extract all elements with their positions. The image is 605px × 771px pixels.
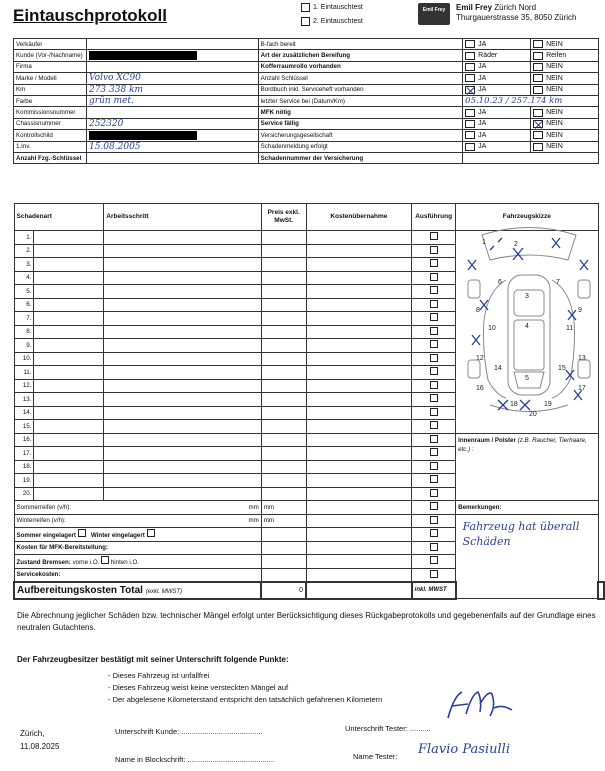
checkbox[interactable] [465,131,475,139]
col-preis: Preis exkl. MwSt. [261,204,306,231]
ausfuehrung-checkbox[interactable] [430,556,438,564]
eintauschtest-1-checkbox[interactable] [301,3,310,12]
redacted-block [89,51,197,60]
confirm-point: - Dieses Fahrzeug ist unfallfrei [108,671,210,680]
field-label: MFK nötig [260,109,291,117]
vorne-checkbox[interactable] [101,556,109,564]
arbeitsschritt-cell[interactable] [104,285,262,299]
field-label: Kommissionsnummer [16,109,76,117]
checkbox[interactable] [465,63,475,71]
arbeitsschritt-cell[interactable] [104,379,262,393]
preis-cell[interactable] [261,231,306,245]
option-label: NEIN [546,40,563,48]
field-label: Kunde (Vor-/Nachname) [16,52,83,60]
option-8-b[interactable] [533,131,596,139]
row-number: 13. [14,393,34,407]
arbeitsschritt-cell[interactable] [104,231,262,245]
kosten-cell[interactable] [306,325,412,339]
checkbox[interactable] [533,74,543,82]
kosten-cell[interactable] [306,339,412,353]
field-label: Schadenmeldung erfolgt [260,143,328,151]
winterreifen-row: Winterreifen (v/h): mm [14,514,261,528]
option-9-a[interactable] [465,143,528,151]
ausfuehrung-checkbox[interactable] [430,502,438,510]
brand-address: Thurgauerstrasse 35, 8050 Zürich [456,13,577,22]
date: 11.08.2025 [20,742,60,751]
sketch-number: 3 [525,293,529,300]
tester-name-handwritten: Flavio Pasiulli [418,742,510,757]
field-label: Farbe [16,97,33,105]
sketch-number: 18 [510,401,518,408]
sketch-number: 1 [482,239,486,246]
row-number: 12. [14,379,34,393]
damage-extra-row: Sommerreifen (v/h): mm mm Bemerkungen: [14,501,604,515]
row-number: 16. [14,433,34,447]
option-7-b[interactable] [533,120,596,128]
dealer-info [456,3,577,23]
arbeitsschritt-cell[interactable] [104,244,262,258]
field-label: Art der zusätzlichen Bereifung [260,52,351,60]
ausfuehrung-checkbox[interactable] [430,448,438,456]
preis-cell[interactable] [261,447,306,461]
option-label: JA [478,120,487,128]
vehicle-info-row [14,118,599,129]
sketch-number: 11 [566,325,574,332]
preis-cell[interactable] [261,258,306,272]
option-6-a[interactable] [465,109,528,117]
row-number: 5. [14,285,34,299]
col-fahrzeugskizze: Fahrzeugskizze [456,204,598,231]
sketch-number: 17 [578,385,586,392]
service-value[interactable]: 05.10.23 / 257.174 km [465,96,563,107]
schadenart-cell[interactable] [34,433,104,447]
schadenart-cell[interactable] [34,460,104,474]
kosten-cell[interactable] [306,352,412,366]
row-number: 17. [14,447,34,461]
option-1-b[interactable] [533,52,596,60]
row-number: 18. [14,460,34,474]
col-arbeitsschritt: Arbeitsschritt [104,204,262,231]
schadenart-cell[interactable] [34,406,104,420]
kosten-cell[interactable] [306,285,412,299]
checkbox[interactable] [465,40,475,48]
schadenart-cell[interactable] [34,420,104,434]
ausfuehrung-checkbox[interactable] [430,570,438,578]
redacted-block [89,131,197,140]
preis-cell[interactable] [261,379,306,393]
row-number: 4. [14,271,34,285]
arbeitsschritt-cell[interactable] [104,420,262,434]
ausfuehrung-checkbox[interactable] [430,489,438,497]
sketch-number: 15 [558,365,566,372]
ausfuehrung-checkbox[interactable] [430,394,438,402]
schadenart-cell[interactable] [34,339,104,353]
bemerkungen-text[interactable]: Fahrzeug hat überall Schäden [462,519,580,548]
sketch-number: 12 [476,355,484,362]
ausfuehrung-checkbox[interactable] [430,381,438,389]
field-label: Firma [16,63,32,71]
checkbox[interactable] [465,109,475,117]
checkbox[interactable] [465,74,475,82]
confirm-points [108,670,605,706]
vehicle-info-row [14,95,599,106]
arbeitsschritt-cell[interactable] [104,339,262,353]
row-number: 7. [14,312,34,326]
brand-city: Zürich Nord [494,3,537,12]
option-label: JA [478,63,487,71]
schadenart-cell[interactable] [34,244,104,258]
schadenart-cell[interactable] [34,474,104,488]
schadenart-cell[interactable] [34,379,104,393]
brand-name: Emil Frey [456,3,493,12]
option-label: NEIN [546,143,563,151]
page-title: Eintauschprotokoll [13,6,167,25]
schadenart-cell[interactable] [34,271,104,285]
mfk-row: Kosten für MFK-Bereitstellung: [14,541,261,555]
schadenart-cell[interactable] [34,352,104,366]
option-4-a[interactable] [465,86,528,94]
eintauschtest-1-option[interactable] [301,3,363,12]
sketch-number: 20 [529,411,537,418]
arbeitsschritt-cell[interactable] [104,460,262,474]
ausfuehrung-checkbox[interactable] [430,543,438,551]
damage-row [14,433,604,447]
field-value[interactable]: Volvo XC90 [88,73,141,84]
checkbox[interactable] [465,143,475,151]
row-number: 11. [14,366,34,380]
kosten-cell[interactable] [306,231,412,245]
option-label: NEIN [546,120,563,128]
schadenart-cell[interactable] [34,285,104,299]
field-value[interactable]: 252320 [88,118,124,129]
schadenart-cell[interactable] [34,447,104,461]
ausfuehrung-checkbox[interactable] [430,273,438,281]
name-block-field[interactable]: Name in Blockschrift: .......................................... [115,755,276,764]
option-label: JA [478,143,487,151]
sommer-checkbox[interactable] [78,529,86,537]
preis-cell[interactable] [261,339,306,353]
sketch-number: 16 [476,385,484,392]
arbeitsschritt-cell[interactable] [104,325,262,339]
inkl-label: inkl. MWST [412,582,456,599]
ausfuehrung-checkbox[interactable] [430,516,438,524]
field-value[interactable]: 15.08.2005 [88,141,141,152]
schadenart-cell[interactable] [34,393,104,407]
field-label: 1.Inv. [16,143,31,151]
vehicle-info-row [14,152,599,163]
field-label: Service fällig [260,120,299,128]
sketch-number: 14 [494,365,502,372]
option-label: NEIN [546,109,563,117]
ausfuehrung-checkbox[interactable] [430,232,438,240]
field-label: Anzahl Schlüssel [260,74,308,82]
row-number: 20. [14,487,34,501]
confirm-point: - Dieses Fahrzeug weist keine versteckten Mängel auf [108,683,289,692]
winter-checkbox[interactable] [147,529,155,537]
arbeitsschritt-cell[interactable] [104,447,262,461]
field-label: Kofferraumrollo vorhanden [260,63,341,71]
innenraum-hint: (z.B. Raucher, Tierhaare, etc.) : [458,436,587,453]
eintauschtest-2-label: 2. Eintauschtest [313,18,363,25]
option-label: NEIN [546,86,563,94]
col-schadenart: Schadenart [14,204,104,231]
checkbox[interactable] [533,120,543,128]
ausfuehrung-checkbox[interactable] [430,327,438,335]
field-label: Chassisnummer [16,120,61,128]
option-2-a[interactable] [465,63,528,71]
row-number: 1. [14,231,34,245]
option-label: NEIN [546,131,563,139]
schadenart-cell[interactable] [34,298,104,312]
eintauschtest-2-option[interactable] [301,17,363,26]
bremsen-row: Zustand Bremsen: vorne i.O. hinten i.O. [14,555,261,569]
col-ausfuehrung: Ausführung [412,204,456,231]
ausfuehrung-checkbox[interactable] [430,475,438,483]
checkbox[interactable] [533,52,543,60]
kosten-cell[interactable] [306,393,412,407]
ausfuehrung-checkbox[interactable] [430,340,438,348]
checkbox[interactable] [465,86,475,94]
arbeitsschritt-cell[interactable] [104,406,262,420]
option-1-a[interactable] [465,52,528,60]
arbeitsschritt-cell[interactable] [104,271,262,285]
row-number: 10. [14,352,34,366]
preis-cell[interactable] [261,312,306,326]
vehicle-info-row [14,39,599,50]
bemerkungen-label: Bemerkungen: [458,503,502,511]
kosten-cell[interactable] [306,379,412,393]
vehicle-info-row [14,50,599,61]
total-label: Aufbereitungskosten Total [17,584,143,596]
kosten-cell[interactable] [306,460,412,474]
row-number: 3. [14,258,34,272]
field-label: B-fach bereit [260,40,296,48]
vehicle-info-table [13,38,599,164]
sketch-number: 8 [476,307,480,314]
kosten-cell[interactable] [306,312,412,326]
kosten-cell[interactable] [306,244,412,258]
name-tester-label: Name Tester: [353,752,398,761]
checkbox[interactable] [533,40,543,48]
vehicle-info-row [14,61,599,72]
arbeitsschritt-cell[interactable] [104,433,262,447]
kosten-cell[interactable] [306,298,412,312]
ausfuehrung-checkbox[interactable] [430,462,438,470]
arbeitsschritt-cell[interactable] [104,312,262,326]
eintauschtest-2-checkbox[interactable] [301,17,310,26]
field-value[interactable]: 273 338 km [88,84,144,95]
total-row: Aufbereitungskosten Total (exkl. MWST) 0 inkl. MWST [14,582,604,599]
kosten-cell[interactable] [306,271,412,285]
option-0-b[interactable] [533,40,596,48]
disclaimer-paragraph: Die Abrechnung jeglicher Schäden bzw. technischer Mängel erfolgt unter Berücksichtigung dieses Rückgabeprotokolls und gegebenenfalls auf der Grundlage eines neutralen Gutachtens. [17,611,596,632]
preis-cell[interactable] [261,433,306,447]
option-0-a[interactable] [465,40,528,48]
sketch-number: 13 [578,355,586,362]
vehicle-info-row [14,130,599,141]
checkbox[interactable] [533,131,543,139]
eingelagert-row: Sommer eingelagert Winter eingelagert [14,528,261,542]
sketch-number: 7 [556,279,560,286]
tester-signature [440,686,520,726]
preis-cell[interactable] [261,325,306,339]
preis-cell[interactable] [261,420,306,434]
damage-extra-row: Winterreifen (v/h): mm mm Fahrzeug hat überall Schäden [14,514,604,528]
sketch-number: 10 [488,325,496,332]
arbeitsschritt-cell[interactable] [104,366,262,380]
checkbox[interactable] [533,143,543,151]
preis-cell[interactable] [261,271,306,285]
field-label: Marke / Modell [16,74,57,82]
arbeitsschritt-cell[interactable] [104,258,262,272]
checkbox[interactable] [465,52,475,60]
arbeitsschritt-cell[interactable] [104,393,262,407]
row-number: 6. [14,298,34,312]
place: Zürich, [20,729,45,738]
ausfuehrung-checkbox[interactable] [430,408,438,416]
preis-cell[interactable] [261,298,306,312]
ausfuehrung-checkbox[interactable] [430,313,438,321]
sketch-number: 5 [525,375,529,382]
arbeitsschritt-cell[interactable] [104,352,262,366]
vehicle-info-row [14,107,599,118]
field-label: Versicherungsgesellschaft [260,131,333,139]
field-label: Km [16,86,26,94]
ausfuehrung-checkbox[interactable] [430,435,438,443]
preis-cell[interactable] [261,406,306,420]
ausfuehrung-checkbox[interactable] [430,259,438,267]
row-number: 9. [14,339,34,353]
sketch-number: 19 [544,401,552,408]
preis-cell[interactable] [261,285,306,299]
preis-cell[interactable] [261,352,306,366]
preis-cell[interactable] [261,366,306,380]
ausfuehrung-checkbox[interactable] [430,367,438,375]
ausfuehrung-checkbox[interactable] [430,529,438,537]
vehicle-info-row [14,84,599,95]
ausfuehrung-checkbox[interactable] [430,286,438,294]
signature-customer-field[interactable]: Unterschrift Kunde: ....................................... [115,727,263,736]
kosten-cell[interactable] [306,447,412,461]
option-label: JA [478,109,487,117]
ausfuehrung-checkbox[interactable] [430,421,438,429]
field-label: letzter Service bei (Datum/Km) [260,97,345,105]
kosten-cell[interactable] [306,433,412,447]
option-label: JA [478,131,487,139]
arbeitsschritt-cell[interactable] [104,474,262,488]
option-label: NEIN [546,63,563,71]
option-3-b[interactable] [533,74,596,82]
confirm-title: Der Fahrzeugbesitzer bestätigt mit seiner Unterschrift folgende Punkte: [17,655,289,664]
arbeitsschritt-cell[interactable] [104,298,262,312]
row-number: 19. [14,474,34,488]
ausfuehrung-checkbox[interactable] [430,354,438,362]
sketch-number: 9 [578,307,582,314]
col-kostenuebernahme: Kostenübernahme [306,204,412,231]
servicekosten-row: Servicekosten: [14,568,261,582]
ausfuehrung-checkbox[interactable] [430,246,438,254]
preis-cell[interactable] [261,474,306,488]
field-label: Kontrollschild [16,131,53,139]
schadenart-cell[interactable] [34,366,104,380]
option-7-a[interactable] [465,120,528,128]
ausfuehrung-checkbox[interactable] [430,300,438,308]
row-number: 15. [14,420,34,434]
option-9-b[interactable] [533,143,596,151]
schadenart-cell[interactable] [34,325,104,339]
kosten-cell[interactable] [306,474,412,488]
kosten-cell[interactable] [306,487,412,501]
row-number: 14. [14,406,34,420]
sketch-number: 4 [525,323,529,330]
option-label: JA [478,40,487,48]
preis-cell[interactable] [261,487,306,501]
field-label: Schadennummer der Versicherung [260,154,364,162]
option-4-b[interactable] [533,86,596,94]
checkbox[interactable] [533,86,543,94]
kosten-cell[interactable] [306,406,412,420]
kosten-cell[interactable] [306,420,412,434]
sketch-number: 6 [498,279,502,286]
signature-tester-field[interactable]: Unterschrift Tester: .......... [345,724,431,733]
checkbox[interactable] [465,120,475,128]
preis-cell[interactable] [261,460,306,474]
field-value[interactable]: grün met. [88,96,134,107]
kosten-cell[interactable] [306,258,412,272]
checkbox[interactable] [533,63,543,71]
option-8-a[interactable] [465,131,528,139]
emil-frey-logo: Emil Frey [418,3,450,25]
field-label: Anzahl Fzg.-Schlüssel [16,154,82,162]
option-2-b[interactable] [533,63,596,71]
row-number: 2. [14,244,34,258]
schadenart-cell[interactable] [34,487,104,501]
schadenart-cell[interactable] [34,231,104,245]
vehicle-info-row [14,141,599,152]
option-6-b[interactable] [533,109,596,117]
option-label: Räder [478,52,498,60]
total-value[interactable]: 0 [261,582,306,599]
row-number: 8. [14,325,34,339]
arbeitsschritt-cell[interactable] [104,487,262,501]
eintauschtest-1-label: 1. Eintauschtest [313,4,363,11]
option-label: NEIN [546,74,563,82]
schadenart-cell[interactable] [34,312,104,326]
kosten-cell[interactable] [306,366,412,380]
confirm-point: - Der abgelesene Kilometerstand entspricht den tatsächlich gefahrenen Kilometern [108,695,383,704]
option-3-a[interactable] [465,74,528,82]
innenraum-label: Innenraum / Polster [458,436,516,444]
option-label: JA [478,86,487,94]
field-label: Bordbuch inkl. Serviceheft vorhanden [260,86,364,94]
vehicle-info-row [14,73,599,84]
preis-cell[interactable] [261,393,306,407]
vehicle-sketch [458,220,599,424]
sketch-number: 2 [514,241,518,248]
option-label: JA [478,74,487,82]
option-label: Reifen [546,52,567,60]
preis-cell[interactable] [261,244,306,258]
schadenart-cell[interactable] [34,258,104,272]
sommerreifen-row: Sommerreifen (v/h): mm [14,501,261,515]
field-label: Verkäufer [16,40,43,48]
checkbox[interactable] [533,109,543,117]
